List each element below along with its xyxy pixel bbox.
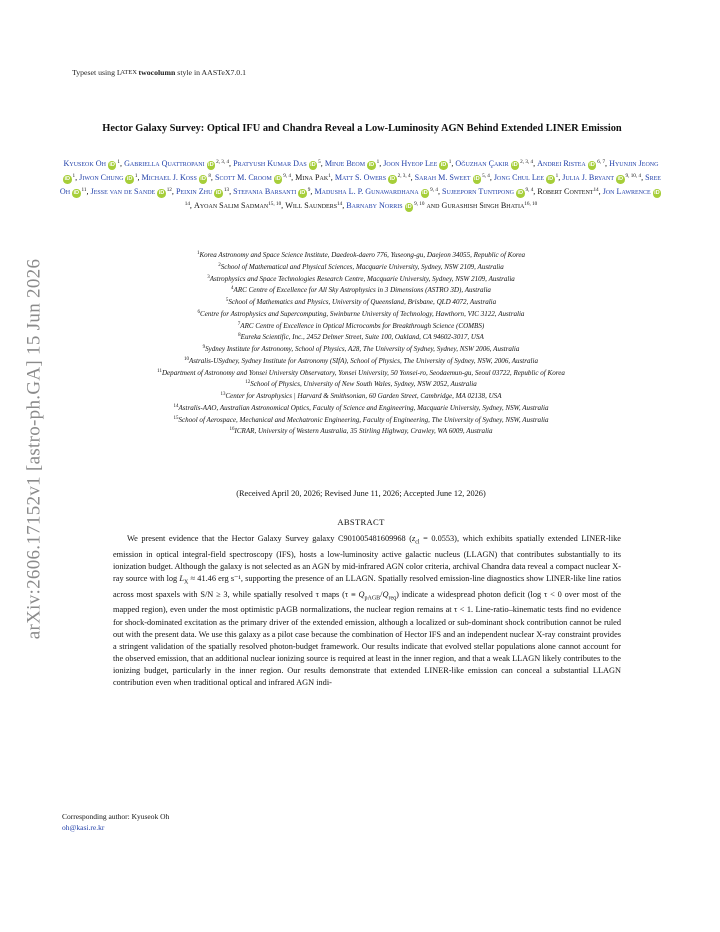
author-affiliation-marker: 5	[318, 159, 321, 165]
author-name[interactable]: Jon Lawrence	[602, 187, 651, 197]
affiliation-number: 13	[220, 392, 226, 397]
orcid-icon[interactable]: iD	[547, 176, 554, 183]
author-affiliation-marker: 14	[593, 187, 599, 194]
author-name[interactable]: Jong Chul Lee	[493, 173, 545, 183]
affiliation-line	[58, 402, 664, 414]
affiliation-line	[58, 273, 664, 285]
orcid-icon[interactable]: iD	[126, 176, 133, 183]
author-name: Ayoan Salim Sadman	[193, 201, 269, 211]
corresponding-author-block	[62, 811, 169, 833]
affiliation-number: 6	[197, 309, 201, 315]
affiliation-text: Eureka Scientific, Inc., 2452 Delmer Street, Suite 100, Oakland, CA 94602-3017, USA	[240, 333, 484, 342]
author-name[interactable]: Sujeeporn Tuntipong	[442, 187, 514, 197]
affiliation-text: Centre for Astrophysics and Supercomputing, Swinburne University of Technology, Hawthorn, VIC 3122, Australia	[200, 309, 525, 318]
author-name[interactable]: Kyuseok Oh	[63, 159, 106, 168]
affiliation-number: 12	[245, 380, 251, 386]
affiliation-number: 2	[218, 262, 221, 268]
author-name[interactable]: Minje Beom	[324, 159, 366, 168]
affiliation-number: 15	[173, 415, 179, 421]
orcid-icon[interactable]: iD	[517, 190, 524, 197]
author-affiliation-marker: 14	[184, 201, 190, 208]
author-affiliation-marker: 16, 10	[524, 201, 538, 208]
author-affiliation-marker: 9, 4	[283, 173, 292, 180]
author-name[interactable]: Scott M. Croom	[214, 173, 272, 183]
author-name[interactable]: Barnaby Norris	[346, 201, 403, 211]
author-name[interactable]: Andrei Ristea	[537, 159, 586, 168]
typeset-latex: ATEX	[120, 68, 138, 76]
affiliation-text: Astralis-USydney, Sydney Institute for Astronomy (SIfA), School of Physics, The University of Sydney, NSW, 2006, Australia	[189, 356, 538, 365]
arxiv-identifier-text: arXiv:2606.17152v1 [astro-ph.GA] 15 Jun 2026	[23, 258, 44, 640]
author-affiliation-marker: 1	[448, 159, 452, 165]
affiliation-text: Korea Astronomy and Space Science Institute, Daedeok-daero 776, Yuseong-gu, Daejeon 34055, Republic of Korea	[199, 251, 526, 259]
affiliation-text: Sydney Institute for Astronomy, School of Physics, A28, The University of Sydney, Sydney, NSW 2006, Australia	[205, 345, 520, 353]
author-affiliation-marker: 9, 4	[525, 187, 534, 194]
orcid-icon[interactable]: iD	[589, 162, 595, 168]
affiliation-line	[58, 367, 664, 379]
author-affiliation-marker: 9, 10	[414, 201, 425, 208]
affiliation-line	[58, 320, 664, 332]
author-name[interactable]: Matt S. Owers	[334, 173, 387, 183]
author-name[interactable]: Gabriella Quattropani	[124, 159, 205, 168]
orcid-icon[interactable]: iD	[215, 190, 222, 197]
affiliation-number: 16	[229, 427, 235, 433]
author-affiliation-marker: 9, 4	[430, 187, 438, 194]
orcid-icon[interactable]: iD	[512, 162, 518, 168]
affiliation-number: 3	[207, 274, 210, 280]
arxiv-identifier-stamp	[18, 234, 50, 664]
affiliation-line	[58, 378, 664, 390]
affiliation-list	[58, 249, 664, 437]
author-affiliation-marker: 15, 10	[268, 201, 282, 208]
typeset-prefix: Typeset using L	[72, 68, 122, 77]
affiliation-number: 4	[231, 286, 234, 292]
corresponding-author: Corresponding author: Kyuseok Oh	[62, 812, 170, 821]
affiliation-line	[58, 355, 664, 367]
affiliation-text: School of Mathematical and Physical Sciences, Macquarie University, Sydney, NSW 2109, Australia	[220, 262, 504, 271]
typeset-line	[72, 68, 246, 77]
affiliation-text: School of Mathematics and Physics, University of Queensland, Brisbane, QLD 4072, Australia	[228, 298, 497, 306]
author-affiliation-marker: 1	[72, 173, 76, 180]
affiliation-text: Department of Astronomy and Yonsei University Observatory, Yonsei University, 50 Yonsei-ro, Seodaemun-gu, Seoul 03722, Republic of Korea	[161, 368, 565, 377]
affiliation-number: 1	[196, 251, 200, 256]
author-affiliation-marker: 1	[117, 159, 121, 165]
affiliation-text: Astrophysics and Space Technologies Research Centre, Macquarie University, Sydney, NSW 2109, Australia	[209, 274, 515, 283]
author-name[interactable]: Michael J. Koss	[141, 173, 197, 183]
orcid-icon[interactable]: iD	[109, 162, 115, 168]
orcid-icon[interactable]: iD	[617, 176, 624, 183]
orcid-icon[interactable]: iD	[64, 176, 71, 183]
affiliation-number: 9	[202, 345, 206, 350]
publication-dates: (Received April 20, 2026; Revised June 11, 2026; Accepted June 12, 2026)	[236, 489, 486, 498]
author-name: Robert Content	[537, 187, 594, 197]
author-affiliation-marker: 13	[223, 187, 230, 194]
orcid-icon[interactable]: iD	[73, 190, 80, 197]
affiliation-line	[58, 261, 664, 273]
affiliation-number: 14	[173, 403, 179, 409]
affiliation-line	[58, 414, 664, 426]
author-name[interactable]: Madusha L. P. Gunawardhana	[314, 187, 419, 197]
orcid-icon[interactable]: iD	[208, 162, 214, 168]
author-name[interactable]: Peixin Zhu	[175, 187, 213, 197]
affiliation-text: ARC Centre of Excellence for All Sky Astrophysics in 3 Dimensions (ASTRO 3D), Australia	[233, 286, 491, 295]
affiliation-text: Astralis-AAO, Australian Astronomical Optics, Faculty of Science and Engineering, Macquarie University, Sydney, NSW, Australia	[178, 403, 549, 412]
author-affiliation-marker: 9	[307, 187, 311, 194]
author-affiliation-marker: 2, 3, 4	[216, 159, 230, 165]
author-affiliation-marker: 6, 7	[597, 159, 606, 165]
orcid-icon[interactable]: iD	[299, 190, 306, 197]
author-affiliation-marker: 1	[376, 159, 380, 165]
affiliation-text: School of Aerospace, Mechanical and Mechatronic Engineering, Faculty of Engineering, The University of Sydney, NSW, Australia	[178, 415, 549, 424]
author-name[interactable]: Pratyush Kumar Das	[233, 159, 307, 168]
corresponding-email-link[interactable]: oh@kasi.re.kr	[62, 823, 105, 832]
author-affiliation-marker: 14	[337, 201, 343, 208]
orcid-icon[interactable]: iD	[275, 176, 281, 183]
author-affiliation-marker: 1	[328, 173, 331, 180]
author-affiliation-marker: 8	[208, 173, 211, 180]
affiliation-number: 7	[237, 321, 241, 327]
affiliation-number: 11	[157, 368, 162, 374]
author-affiliation-marker: 1	[134, 173, 138, 180]
author-name[interactable]: Hyunjin Jeong	[609, 159, 659, 168]
orcid-icon[interactable]: iD	[422, 190, 428, 197]
author-affiliation-marker: 2, 3, 4	[520, 159, 534, 165]
orcid-icon[interactable]: iD	[474, 176, 480, 183]
author-affiliation-marker: 2, 3, 4	[397, 173, 411, 180]
and-conjunction: and	[424, 201, 442, 211]
author-name[interactable]: Julia J. Bryant	[562, 173, 615, 183]
orcid-icon[interactable]: iD	[654, 190, 660, 197]
abstract-body: We present evidence that the Hector Galaxy Survey galaxy C901005481609968 $(z_{cl} = 0.0553)$, which exhibits spatially extended LINER-like emission in optical integral-field spectroscopy (IFS), hosts a low-luminosity active galactic nucleus (LLAGN) that contributes substantially to its ionization budget. Although the galaxy is not selected as an AGN by mid-infrared AGN color criteria, archival Chandra data reveal a compact nuclear X-ray source with $\log L_X \approx 41.46$ erg s⁻¹, supporting the presence of an LLAGN. Spatially resolved emission-line diagnostics show LINER-like line ratios across most spaxels with S/N ≥ 3, while spatially resolved τ maps $(\tau \equiv Q_{pAGB}/Q_{req})$ indicate a widespread photon deficit (log τ < 0 over most of the mapped region), even under the most optimistic pAGB normalizations, the nuclear region remains at τ < 1. Line-ratio–kinematic tests find no evidence for shock-dominated excitation as the primary driver of the extended emission, although a localized or sub-dominant shock contribution cannot be ruled out with the present data. We use this galaxy as a pilot case because the combination of Hector IFS and an independent nuclear X-ray constraint provides a stringent validation of the spatially resolved photon-budget framework. Our results indicate that evolved stellar populations alone cannot account for the observed emission, that an additional nuclear ionizing source is required at least in the inner region, and that a weak LLAGN likely contributes to the ionizing budget, particularly in the inner region. Our results demonstrate that extended LINER-like emission can conceal a substantial LLAGN contribution even when traditional optical and infrared AGN indi-	[113, 534, 622, 687]
author-name[interactable]: Joon Hyeop Lee	[383, 159, 438, 168]
affiliation-number: 10	[184, 356, 189, 362]
affiliation-line	[58, 425, 664, 437]
author-name[interactable]: Jiwon Chung	[79, 173, 124, 183]
author-name: Gurashish Singh Bhatia	[441, 201, 525, 211]
affiliation-text: School of Physics, University of New South Wales, Sydney, NSW 2052, Australia	[250, 380, 477, 389]
affiliation-line	[58, 308, 664, 320]
author-name[interactable]: Stefania Barsanti	[233, 187, 297, 197]
typeset-suffix: style in AASTeX7.0.1	[175, 68, 247, 77]
affiliation-text: Center for Astrophysics | Harvard & Smithsonian, 60 Garden Street, Cambridge, MA 02138, USA	[225, 392, 502, 400]
affiliation-text: ARC Centre of Excellence in Optical Microcombs for Breakthrough Science (COMBS)	[240, 321, 485, 330]
abstract-heading: ABSTRACT	[337, 517, 385, 527]
orcid-icon[interactable]: iD	[158, 190, 165, 197]
affiliation-text: ICRAR, University of Western Australia, 35 Stirling Highway, Crawley, WA 6009, Australia	[234, 427, 493, 436]
affiliation-line	[58, 331, 664, 343]
author-name[interactable]: Jesse van de Sande	[90, 187, 156, 197]
author-affiliation-marker: 1	[555, 173, 559, 180]
orcid-icon[interactable]: iD	[440, 162, 447, 168]
orcid-icon[interactable]: iD	[310, 162, 316, 168]
author-name[interactable]: Sree Oh	[59, 173, 661, 197]
orcid-icon[interactable]: iD	[200, 176, 206, 183]
affiliation-line	[58, 343, 664, 355]
author-affiliation-marker: 11	[81, 187, 87, 194]
author-name[interactable]: Sarah M. Sweet	[414, 173, 471, 183]
orcid-icon[interactable]: iD	[406, 204, 412, 211]
affiliation-number: 8	[238, 333, 241, 339]
affiliation-number: 5	[225, 298, 229, 303]
author-name: Will Saunders	[285, 201, 338, 211]
author-affiliation-marker: 12	[166, 187, 172, 194]
orcid-icon[interactable]: iD	[389, 176, 396, 183]
affiliation-line	[58, 296, 664, 308]
author-name[interactable]: Oğuzhan Çakir	[455, 159, 509, 168]
author-affiliation-marker: 9, 10, 4	[625, 173, 642, 180]
affiliation-line	[58, 284, 664, 296]
typeset-bold-word: twocolumn	[138, 68, 176, 77]
affiliation-line	[58, 390, 664, 402]
paper-title: Hector Galaxy Survey: Optical IFU and Chandra Reveal a Low-Luminosity AGN Behind Extended LINER Emission	[102, 123, 622, 134]
orcid-icon[interactable]: iD	[368, 162, 375, 168]
author-affiliation-marker: 5, 4	[482, 173, 490, 180]
affiliation-line	[58, 249, 664, 261]
author-list: Kyuseok Oh iD $^1$, Gabriella Quattropani iD $^{2, 3, 4}$, Pratyush Kumar Das iD $^5$, Minje Beom iD $^1$, Joon Hyeop Lee iD $^1$, Oğuzhan Çakir iD $^{2, 3, 4}$, Andrei Ristea iD $^{6, 7}$, Hyunjin JeongiD $^1$, Jiwon Chung iD $^1$, Michael J. Koss iD $^8$, Scott M. Croom iD $^{9, 4}$, Mina Pak$^1$, Matt S. Owers iD $^{2, 3, 4}$, Sarah M. Sweet iD $^{5, 4}$, Jong Chul Lee iD $^1$, Julia J. Bryant iD $^{9, 10, 4}$, Sree Oh iD $^{11}$, Jesse van de Sande iD $^{12}$, Peixin Zhu iD $^{13}$, Stefania Barsanti iD $^9$, Madusha L. P. Gunawardhana iD $^{9, 4}$, Sujeeporn Tuntipong iD $^{9, 4}$, Robert Content$^{14}$, Jon Lawrence $iD^{14}$, Ayoan Salim Sadman$^{15, 10}$, Will Saunders$^{14}$, Barnaby Norris iD $^{9, 10}$ and Gurashish Singh Bhatia$^{16, 10}$	[59, 159, 661, 211]
author-name: Mina Pak	[295, 173, 329, 183]
